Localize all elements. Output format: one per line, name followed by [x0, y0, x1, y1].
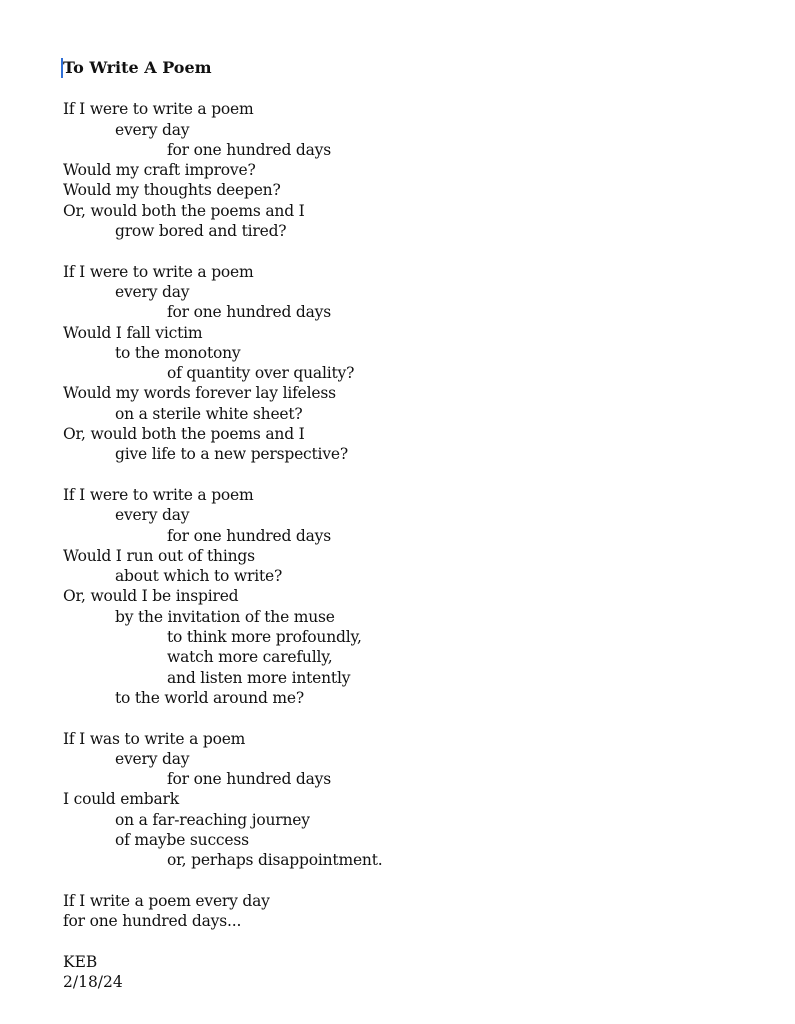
- signature-date: 2/18/24: [63, 973, 123, 992]
- signature-block: [63, 952, 763, 993]
- poem-line: on a far-reaching journey: [115, 810, 310, 829]
- stanza-3: [63, 485, 763, 708]
- blank-line: [63, 465, 763, 485]
- poem-line: Or, would both the poems and I: [63, 201, 305, 220]
- poem-line: every day: [115, 506, 190, 525]
- poem-line: and listen more intently: [167, 668, 351, 687]
- blank-line: [63, 708, 763, 728]
- poem-line: for one hundred days: [167, 140, 331, 159]
- poem-line: by the invitation of the muse: [115, 607, 335, 626]
- blank-line: [63, 931, 763, 951]
- poem-line: If I write a poem every day: [63, 891, 270, 910]
- blank-line: [63, 871, 763, 891]
- poem-line: Would my thoughts deepen?: [63, 181, 281, 200]
- poem-line: for one hundred days...: [63, 912, 242, 931]
- poem-line: every day: [115, 282, 190, 301]
- poem-line: Or, would both the poems and I: [63, 425, 305, 444]
- poem-line: about which to write?: [115, 567, 283, 586]
- blank-line: [63, 241, 763, 261]
- poem-line: for one hundred days: [167, 303, 331, 322]
- poem-line: give life to a new perspective?: [115, 445, 348, 464]
- poem-line: or, perhaps disappointment.: [167, 851, 383, 870]
- poem-line: to think more profoundly,: [167, 628, 362, 647]
- poem-line: on a sterile white sheet?: [115, 404, 303, 423]
- poem-line: every day: [115, 749, 190, 768]
- poem-line: If I were to write a poem: [63, 100, 254, 119]
- poem-line: of quantity over quality?: [167, 364, 355, 383]
- text-cursor: [61, 58, 63, 78]
- stanza-4: [63, 729, 763, 871]
- poem-line: for one hundred days: [167, 770, 331, 789]
- poem-line: watch more carefully,: [167, 648, 333, 667]
- stanza-5: [63, 891, 763, 932]
- author-initials: KEB: [63, 952, 98, 971]
- poem-line: for one hundred days: [167, 526, 331, 545]
- document-page: [63, 57, 763, 992]
- poem-line: of maybe success: [115, 830, 249, 849]
- stanza-2: [63, 262, 763, 465]
- poem-line: If I were to write a poem: [63, 485, 254, 504]
- poem-line: Would I run out of things: [63, 546, 255, 565]
- blank-line: [63, 79, 763, 99]
- poem-line: Would I fall victim: [63, 323, 203, 342]
- poem-line: Would my craft improve?: [63, 161, 256, 180]
- poem-line: I could embark: [63, 790, 179, 809]
- poem-line: Or, would I be inspired: [63, 587, 239, 606]
- poem-line: to the monotony: [115, 343, 241, 362]
- poem-line: grow bored and tired?: [115, 222, 287, 241]
- stanza-1: [63, 99, 763, 241]
- poem-title: To Write A Poem: [63, 58, 212, 77]
- poem-line: If I were to write a poem: [63, 262, 254, 281]
- poem-line: If I was to write a poem: [63, 729, 246, 748]
- title-row: [63, 57, 763, 79]
- poem-line: Would my words forever lay lifeless: [63, 384, 336, 403]
- poem-line: to the world around me?: [115, 688, 304, 707]
- poem-line: every day: [115, 120, 190, 139]
